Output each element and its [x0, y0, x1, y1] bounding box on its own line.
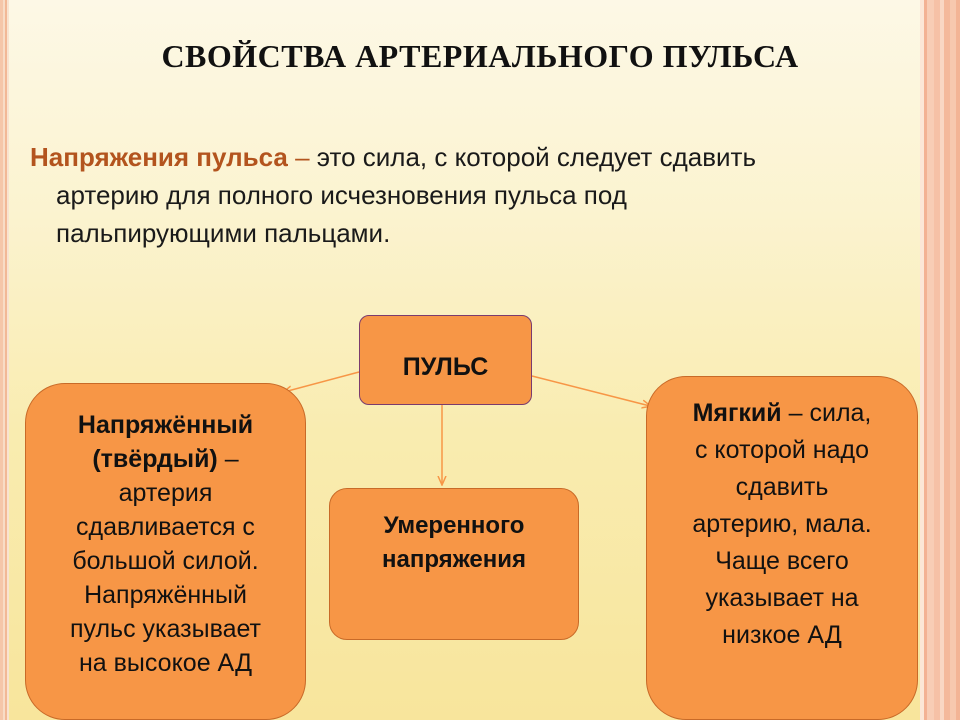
soft-title: Мягкий	[692, 399, 782, 427]
soft-line-2: сдавить	[735, 473, 829, 501]
pulse-label: ПУЛЬС	[402, 352, 489, 381]
soft-title-rest: – сила,	[788, 399, 872, 427]
soft-line-1: с которой надо	[694, 436, 869, 464]
tense-title-2: (твёрдый)	[92, 445, 218, 473]
arrow-to-soft	[532, 376, 650, 406]
definition-text-2: артерию для полного исчезновения пульса под	[56, 180, 627, 210]
tense-line-4: Напряжённый	[84, 581, 247, 609]
tense-line-6: на высокое АД	[79, 649, 252, 677]
tense-line-1: артерия	[118, 479, 213, 507]
soft-line-4: Чаще всего	[715, 547, 849, 575]
soft-line-6: низкое АД	[722, 621, 842, 649]
soft-title-line	[693, 395, 872, 432]
soft-line-5: указывает на	[705, 584, 859, 612]
definition-text-3: пальпирующими пальцами.	[56, 218, 391, 248]
tense-dash: –	[224, 445, 239, 473]
definition-term: Напряжения пульса	[30, 142, 288, 172]
tense-title-2-line	[92, 442, 238, 476]
pulse-center-box	[359, 315, 532, 405]
soft-line-3: артерию, мала.	[692, 510, 872, 538]
tense-line-5: пульс указывает	[69, 615, 261, 643]
moderate-line-2: напряжения	[382, 546, 526, 573]
slide-title: СВОЙСТВА АРТЕРИАЛЬНОГО ПУЛЬСА	[161, 38, 799, 74]
moderate-pulse-box	[329, 488, 579, 640]
tense-title-1: Напряжённый	[77, 411, 254, 439]
definition-text-1: это сила, с которой следует сдавить	[316, 142, 756, 172]
definition-dash: –	[295, 142, 310, 172]
soft-pulse-box	[646, 376, 918, 720]
tense-line-3: большой силой.	[72, 547, 259, 575]
tense-line-2: сдавливается с	[76, 513, 255, 541]
arrow-to-tense	[284, 372, 359, 392]
moderate-line-1: Умеренного	[383, 512, 525, 539]
tense-pulse-box	[25, 383, 306, 720]
